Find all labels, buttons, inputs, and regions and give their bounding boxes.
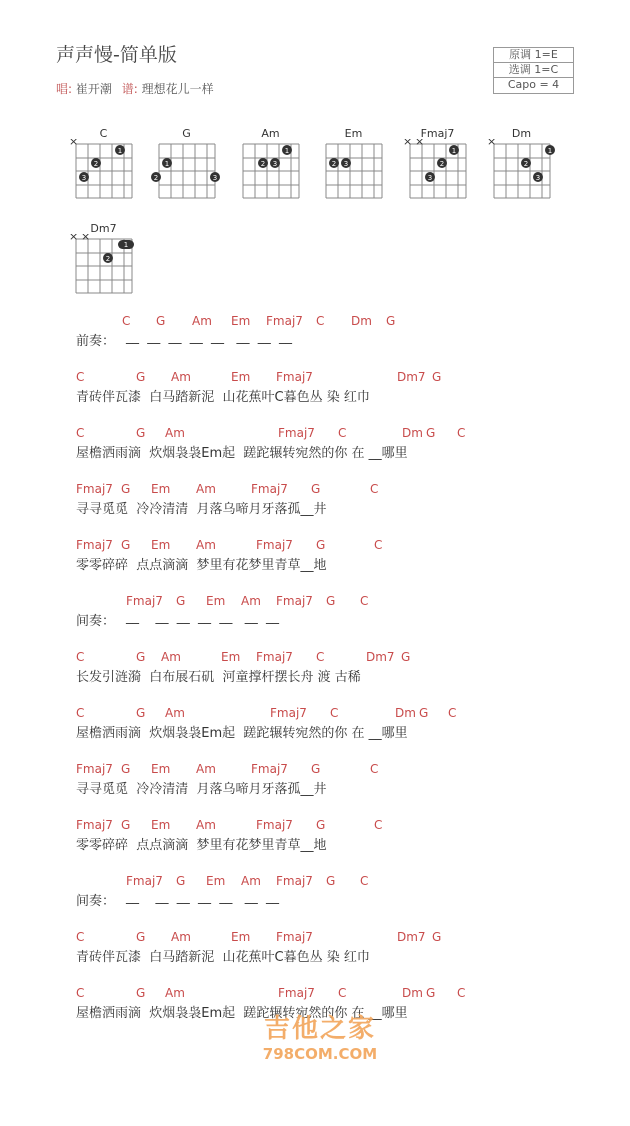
arranger-name[interactable]: 理想花儿一样 bbox=[141, 82, 214, 96]
chord-label: G bbox=[311, 762, 321, 776]
chord-row bbox=[76, 370, 596, 386]
chord-label: Dm7 bbox=[366, 650, 395, 664]
lyric-row: 寻寻觅觅 冷冷清清 月落乌啼月牙落孤__井 bbox=[76, 502, 327, 517]
chord-label: Em bbox=[151, 482, 171, 496]
chord-grid bbox=[66, 139, 141, 201]
chord-label: G bbox=[136, 650, 146, 664]
svg-text:2: 2 bbox=[153, 174, 159, 182]
lyric-row: 零零碎碎 点点滴滴 梦里有花梦里青草__地 bbox=[76, 558, 327, 573]
chord-label: Em bbox=[151, 538, 171, 552]
sheet-line bbox=[76, 482, 596, 538]
chord-label: G bbox=[136, 930, 146, 944]
chord-row bbox=[76, 762, 596, 778]
svg-text:3: 3 bbox=[427, 174, 433, 182]
chord-label: Dm7 bbox=[397, 370, 426, 384]
key-info-box bbox=[493, 47, 574, 94]
svg-text:×: × bbox=[415, 139, 425, 148]
chord-label: C bbox=[338, 986, 347, 1000]
chord-grid bbox=[149, 139, 224, 201]
svg-text:2: 2 bbox=[93, 160, 99, 168]
chord-label: G bbox=[426, 986, 436, 1000]
chord-label: G bbox=[401, 650, 411, 664]
singer-name[interactable]: 崔开潮 bbox=[75, 82, 112, 96]
sheet-line bbox=[76, 370, 596, 426]
chord-label: Em bbox=[151, 762, 171, 776]
chord-diagram-g bbox=[149, 127, 224, 207]
svg-text:×: × bbox=[69, 139, 79, 148]
svg-text:1: 1 bbox=[547, 147, 553, 155]
arranger-label: 谱: bbox=[121, 82, 138, 96]
svg-text:3: 3 bbox=[272, 160, 278, 168]
site-watermark bbox=[250, 1008, 390, 1063]
chord-label: Am bbox=[241, 874, 261, 888]
svg-text:2: 2 bbox=[331, 160, 337, 168]
chord-label: Am bbox=[196, 538, 216, 552]
sheet-line-prelude bbox=[76, 314, 596, 370]
chord-label: C bbox=[338, 426, 347, 440]
lyric-row: 长发引涟漪 白布展石矶 河童撑杆摆长舟 渡 古稀 bbox=[76, 670, 361, 685]
chord-name: Dm bbox=[511, 127, 532, 140]
chord-grid bbox=[316, 139, 391, 201]
chord-label: C bbox=[360, 594, 369, 608]
chord-diagram-dm7 bbox=[66, 222, 141, 302]
chord-label: Fmaj7 bbox=[256, 818, 293, 832]
chord-label: Em bbox=[151, 818, 171, 832]
chord-label: G bbox=[136, 370, 146, 384]
chord-label: Dm bbox=[402, 986, 423, 1000]
chord-label: Fmaj7 bbox=[76, 482, 113, 496]
chord-label: C bbox=[76, 930, 85, 944]
chord-diagram-fmaj7 bbox=[400, 127, 475, 207]
svg-text:1: 1 bbox=[123, 241, 129, 249]
rest-marks: __ __ __ __ __ __ __ bbox=[126, 610, 279, 625]
svg-text:3: 3 bbox=[343, 160, 349, 168]
chord-name: Dm7 bbox=[90, 222, 117, 235]
chord-label: Em bbox=[206, 874, 226, 888]
chord-label: Am bbox=[192, 314, 212, 328]
sheet-line bbox=[76, 818, 596, 874]
chord-diagram-am bbox=[233, 127, 308, 207]
chord-label: Am bbox=[171, 370, 191, 384]
chord-label: G bbox=[432, 370, 442, 384]
chord-label: Am bbox=[196, 482, 216, 496]
sheet-line bbox=[76, 930, 596, 986]
chord-label: Dm bbox=[402, 426, 423, 440]
chord-row bbox=[76, 930, 596, 946]
chord-label: G bbox=[316, 818, 326, 832]
chord-label: Fmaj7 bbox=[256, 650, 293, 664]
watermark-url: 798COM.COM bbox=[262, 1045, 378, 1063]
chord-row bbox=[76, 818, 596, 834]
lyric-text: 间奏： bbox=[76, 894, 116, 909]
sheet-line bbox=[76, 706, 596, 762]
chord-grid bbox=[484, 139, 559, 201]
singer-label: 唱: bbox=[56, 82, 73, 96]
sheet-line bbox=[76, 650, 596, 706]
chord-label: Dm bbox=[395, 706, 416, 720]
chord-label: G bbox=[136, 706, 146, 720]
chord-row bbox=[76, 874, 596, 890]
chord-label: Fmaj7 bbox=[266, 314, 303, 328]
lyric-text: 间奏： bbox=[76, 614, 116, 629]
lyric-row bbox=[76, 890, 596, 908]
chord-label: G bbox=[432, 930, 442, 944]
chord-label: C bbox=[370, 762, 379, 776]
chord-label: Fmaj7 bbox=[76, 538, 113, 552]
sheet-line-interlude bbox=[76, 874, 596, 930]
chord-label: Am bbox=[165, 426, 185, 440]
chord-label: Dm7 bbox=[397, 930, 426, 944]
sheet-line-interlude bbox=[76, 594, 596, 650]
svg-text:3: 3 bbox=[212, 174, 218, 182]
svg-text:1: 1 bbox=[284, 147, 290, 155]
chord-label: Fmaj7 bbox=[251, 482, 288, 496]
chord-diagram-c bbox=[66, 127, 141, 207]
lyric-row: 零零碎碎 点点滴滴 梦里有花梦里青草__地 bbox=[76, 838, 327, 853]
lyric-row bbox=[76, 330, 596, 348]
chord-label: Fmaj7 bbox=[278, 986, 315, 1000]
chord-row bbox=[76, 650, 596, 666]
chord-label: C bbox=[76, 706, 85, 720]
chord-label: Fmaj7 bbox=[76, 762, 113, 776]
chord-label: G bbox=[326, 594, 336, 608]
chord-label: G bbox=[121, 818, 131, 832]
lyric-row bbox=[76, 610, 596, 628]
chord-label: Dm bbox=[351, 314, 372, 328]
svg-text:2: 2 bbox=[523, 160, 529, 168]
svg-text:3: 3 bbox=[81, 174, 87, 182]
chord-label: Fmaj7 bbox=[276, 594, 313, 608]
chord-label: Em bbox=[231, 930, 251, 944]
chord-label: Am bbox=[165, 986, 185, 1000]
chord-label: Em bbox=[221, 650, 241, 664]
sheet-line bbox=[76, 426, 596, 482]
svg-text:×: × bbox=[81, 234, 91, 243]
chord-row bbox=[76, 706, 596, 722]
chord-label: Am bbox=[171, 930, 191, 944]
song-meta bbox=[56, 80, 220, 97]
lyric-row: 屋檐洒雨滴 炊烟袅袅Em起 蹉跎辗转宛然的你 在 __哪里 bbox=[76, 446, 408, 461]
chord-label: Fmaj7 bbox=[126, 594, 163, 608]
rest-marks: __ __ __ __ __ __ __ bbox=[126, 890, 279, 905]
chord-name: Am bbox=[261, 127, 280, 140]
lyric-row: 屋檐洒雨滴 炊烟袅袅Em起 蹉跎辗转宛然的你 在 __哪里 bbox=[76, 1006, 408, 1021]
chord-label: G bbox=[156, 314, 166, 328]
chord-row bbox=[76, 986, 596, 1002]
chord-label: Fmaj7 bbox=[276, 874, 313, 888]
chord-label: Fmaj7 bbox=[126, 874, 163, 888]
chord-label: G bbox=[121, 482, 131, 496]
original-key: 原调 1=E bbox=[494, 48, 573, 63]
svg-text:2: 2 bbox=[105, 255, 111, 263]
chord-label: Am bbox=[165, 706, 185, 720]
chord-label: Em bbox=[231, 370, 251, 384]
chord-label: Em bbox=[231, 314, 251, 328]
chord-label: Fmaj7 bbox=[276, 370, 313, 384]
svg-text:×: × bbox=[69, 234, 79, 243]
chord-row bbox=[76, 482, 596, 498]
svg-text:3: 3 bbox=[535, 174, 541, 182]
chord-label: C bbox=[76, 650, 85, 664]
chord-label: Fmaj7 bbox=[251, 762, 288, 776]
svg-text:×: × bbox=[403, 139, 413, 148]
chord-label: G bbox=[326, 874, 336, 888]
lyric-row: 寻寻觅觅 冷冷清清 月落乌啼月牙落孤__井 bbox=[76, 782, 327, 797]
chord-label: C bbox=[76, 370, 85, 384]
chord-label: Am bbox=[161, 650, 181, 664]
chord-label: Em bbox=[206, 594, 226, 608]
chord-label: C bbox=[76, 986, 85, 1000]
chord-label: G bbox=[419, 706, 429, 720]
capo-info: Capo = 4 bbox=[507, 78, 560, 91]
chord-label: Am bbox=[196, 762, 216, 776]
chord-label: Fmaj7 bbox=[276, 930, 313, 944]
chord-row bbox=[76, 594, 596, 610]
chord-label: C bbox=[370, 482, 379, 496]
chord-label: C bbox=[374, 818, 383, 832]
chord-grid bbox=[400, 139, 475, 201]
svg-text:×: × bbox=[487, 139, 497, 148]
chord-grid bbox=[66, 234, 141, 296]
sheet-line bbox=[76, 538, 596, 594]
song-title: 声声慢-简单版 bbox=[56, 44, 177, 66]
watermark-logo-text: 吉他之家 bbox=[263, 1014, 376, 1044]
svg-text:1: 1 bbox=[451, 147, 457, 155]
chord-label: G bbox=[121, 762, 131, 776]
chord-name: Fmaj7 bbox=[420, 127, 455, 140]
chord-label: G bbox=[311, 482, 321, 496]
chord-label: G bbox=[136, 426, 146, 440]
sheet-line bbox=[76, 762, 596, 818]
chord-label: C bbox=[448, 706, 457, 720]
chord-label: Am bbox=[196, 818, 216, 832]
chord-label: C bbox=[316, 314, 325, 328]
chord-diagram-dm bbox=[484, 127, 559, 207]
chord-label: C bbox=[457, 986, 466, 1000]
chord-label: C bbox=[316, 650, 325, 664]
chord-label: Fmaj7 bbox=[270, 706, 307, 720]
chord-grid bbox=[233, 139, 308, 201]
chord-label: G bbox=[121, 538, 131, 552]
chord-label: G bbox=[136, 986, 146, 1000]
chord-name: C bbox=[99, 127, 108, 140]
chord-label: C bbox=[360, 874, 369, 888]
chord-label: G bbox=[316, 538, 326, 552]
lyric-text: 前奏： bbox=[76, 334, 116, 349]
chord-row bbox=[76, 314, 596, 330]
svg-text:1: 1 bbox=[117, 147, 123, 155]
rest-marks: __ __ __ __ __ __ __ __ bbox=[126, 330, 292, 345]
chord-label: G bbox=[426, 426, 436, 440]
chord-label: C bbox=[330, 706, 339, 720]
selected-key: 选调 1=C bbox=[494, 63, 573, 78]
chord-label: C bbox=[374, 538, 383, 552]
chord-row bbox=[76, 426, 596, 442]
chord-label: G bbox=[386, 314, 396, 328]
chord-label: Fmaj7 bbox=[256, 538, 293, 552]
chord-sheet bbox=[76, 314, 596, 1042]
chord-name: G bbox=[182, 127, 191, 140]
lyric-row: 青砖伴瓦漆 白马踏新泥 山花蕉叶C暮色丛 染 红巾 bbox=[76, 950, 370, 965]
chord-label: C bbox=[76, 426, 85, 440]
chord-label: Fmaj7 bbox=[278, 426, 315, 440]
svg-text:2: 2 bbox=[439, 160, 445, 168]
lyric-row: 屋檐洒雨滴 炊烟袅袅Em起 蹉跎辗转宛然的你 在 __哪里 bbox=[76, 726, 408, 741]
chord-label: Fmaj7 bbox=[76, 818, 113, 832]
svg-text:1: 1 bbox=[164, 160, 170, 168]
chord-row bbox=[76, 538, 596, 554]
chord-name: Em bbox=[344, 127, 363, 140]
chord-label: C bbox=[122, 314, 131, 328]
chord-label: G bbox=[176, 594, 186, 608]
chord-diagram-em bbox=[316, 127, 391, 207]
chord-label: Am bbox=[241, 594, 261, 608]
chord-label: C bbox=[457, 426, 466, 440]
chord-label: G bbox=[176, 874, 186, 888]
svg-text:2: 2 bbox=[260, 160, 266, 168]
lyric-row: 青砖伴瓦漆 白马踏新泥 山花蕉叶C暮色丛 染 红巾 bbox=[76, 390, 370, 405]
